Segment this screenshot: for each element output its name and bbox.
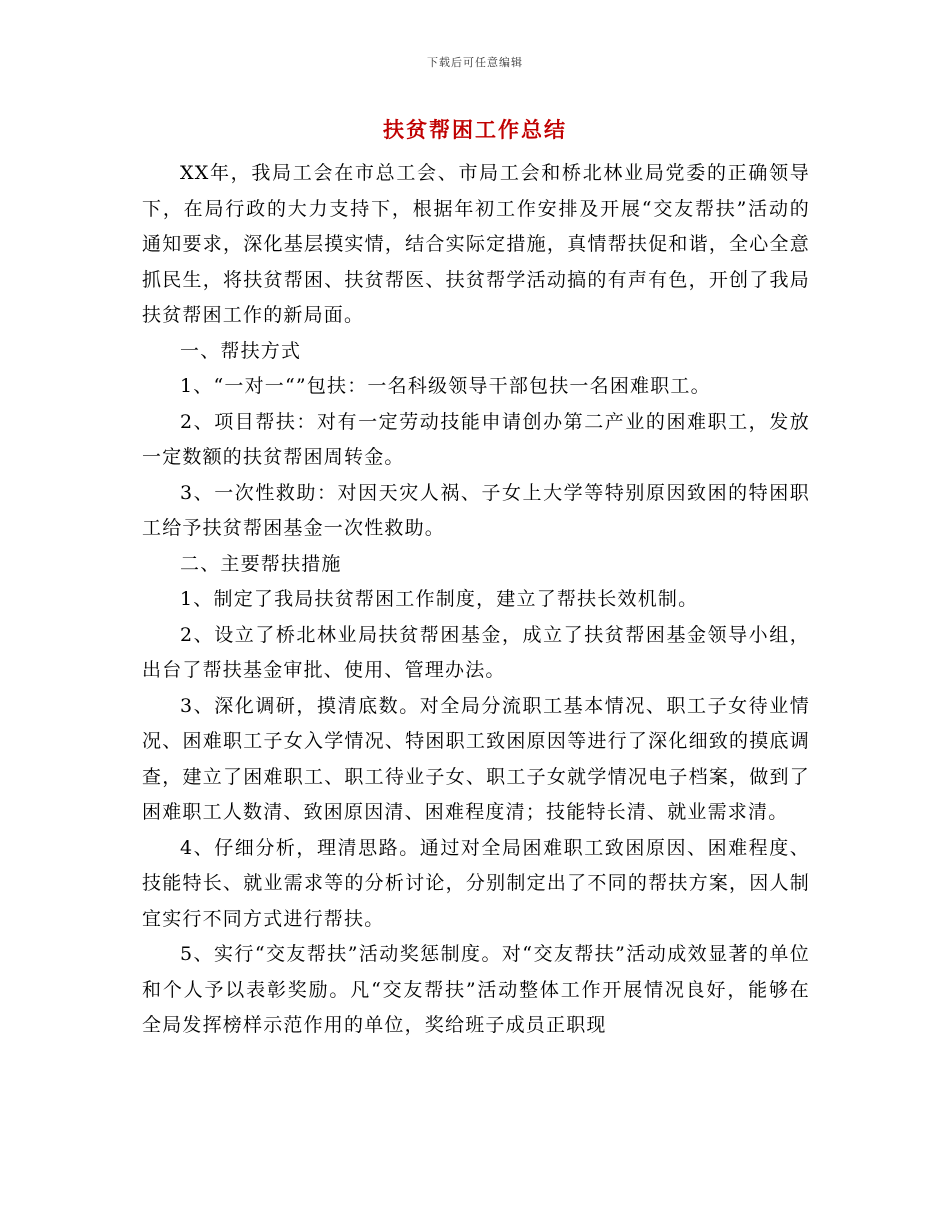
paragraph-measure-5: 5、实行“交友帮扶”活动奖惩制度。对“交友帮扶”活动成效显著的单位和个人予以表彰奖励。凡“交友帮扶”活动整体工作开展情况良好，能够在全局发挥榜样示范作用的单位，奖给班子成员正职现 [142,943,810,1036]
document-body [142,156,810,1044]
section-heading-main-measures: 二、主要帮扶措施 [180,552,342,575]
document-title: 扶贫帮困工作总结 [383,117,567,142]
section-heading-help-methods: 一、帮扶方式 [180,339,302,362]
paragraph-method-1: 1、“一对一“”包扶：一名科级领导干部包扶一名困难职工。 [180,375,711,397]
paragraph-measure-4: 4、仔细分析，理清思路。通过对全局困难职工致困原因、困难程度、技能特长、就业需求等的分析讨论，分别制定出了不同的帮扶方案，因人制宜实行不同方式进行帮扶。 [142,836,810,930]
paragraph-method-3: 3、一次性救助：对因天灾人祸、子女上大学等特别原因致困的特困职工给予扶贫帮困基金一次性救助。 [142,481,810,539]
paragraph-method-2: 2、项目帮扶：对有一定劳动技能申请创办第二产业的困难职工，发放一定数额的扶贫帮困周转金。 [142,410,810,468]
paragraph-measure-1: 1、制定了我局扶贫帮困工作制度，建立了帮扶长效机制。 [180,588,699,610]
page-header-note: 下载后可任意编辑 [427,56,523,69]
paragraph-measure-3: 3、深化调研，摸清底数。对全局分流职工基本情况、职工子女待业情况、困难职工子女入学情况、特困职工致困原因等进行了深化细致的摸底调查，建立了困难职工、职工待业子女、职工子女就学情况电子档案，做到了困难职工人数清、致困原因清、困难程度清；技能特长清、就业需求清。 [142,694,810,823]
paragraph-measure-2: 2、设立了桥北林业局扶贫帮困基金，成立了扶贫帮困基金领导小组，出台了帮扶基金审批、使用、管理办法。 [142,623,810,681]
paragraph-intro: XX年，我局工会在市总工会、市局工会和桥北林业局党委的正确领导下，在局行政的大力支持下，根据年初工作安排及开展“交友帮扶”活动的通知要求，深化基层摸实情，结合实际定措施，真情帮扶促和谐，全心全意抓民生，将扶贫帮困、扶贫帮医、扶贫帮学活动搞的有声有色，开创了我局扶贫帮困工作的新局面。 [142,162,810,326]
